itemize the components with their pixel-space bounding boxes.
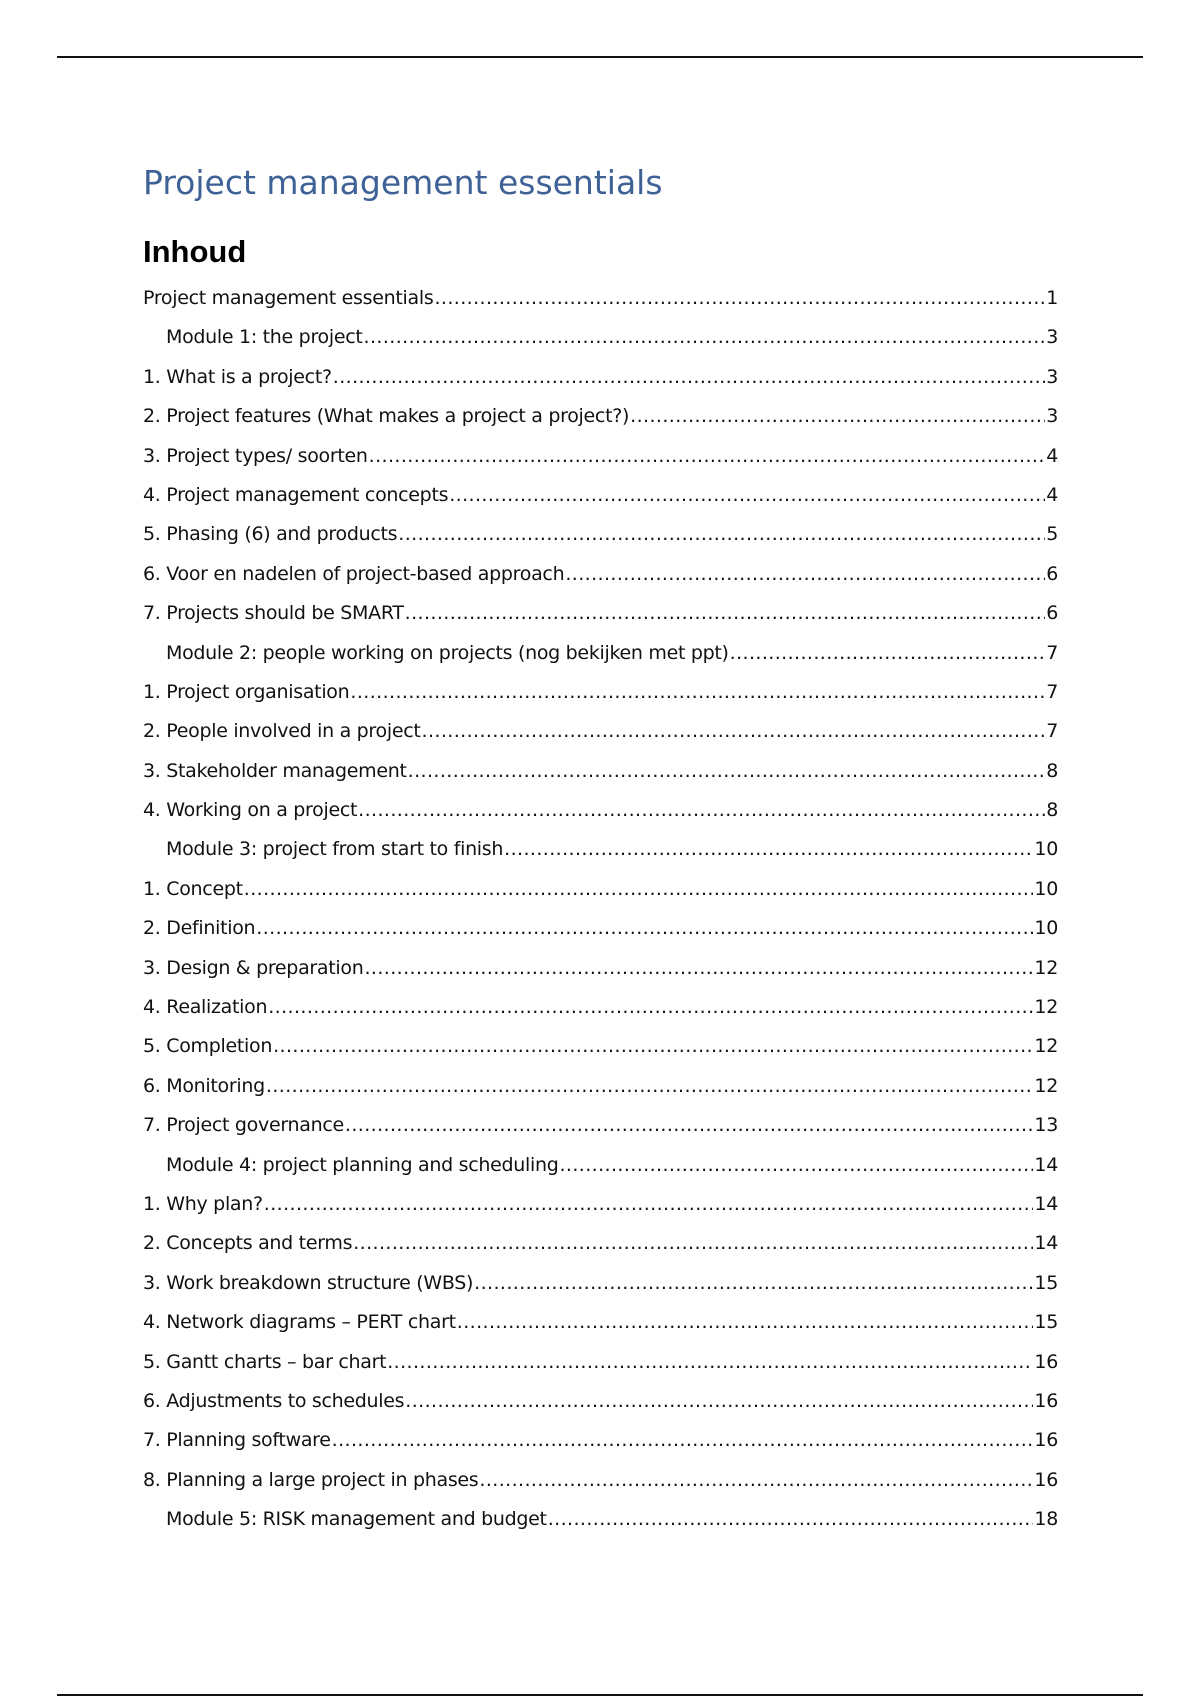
toc-entry-label: 4. Project management concepts [143, 483, 449, 506]
toc-entry-label: 7. Projects should be SMART [143, 602, 404, 625]
header-rule [57, 56, 1143, 58]
toc-entry-label: 2. Project features (What makes a project a project?) [143, 405, 630, 428]
toc-entry[interactable] [143, 1106, 1058, 1145]
toc-dot-leader [266, 1067, 1034, 1106]
toc-dot-leader [345, 1106, 1034, 1145]
toc-entry-page-number: 13 [1034, 1114, 1058, 1137]
toc-entry[interactable] [143, 830, 1058, 869]
toc-entry-label: Module 3: project from start to finish [166, 838, 504, 861]
toc-entry[interactable] [143, 634, 1058, 673]
toc-entry-label: 1. Why plan? [143, 1192, 263, 1215]
toc-entry-label: 2. Definition [143, 917, 256, 940]
toc-dot-leader [350, 673, 1045, 712]
toc-entry-page-number: 7 [1046, 720, 1058, 743]
toc-entry[interactable] [143, 870, 1058, 909]
toc-entry-label: 6. Voor en nadelen of project-based approach [143, 562, 565, 585]
toc-entry-label: 3. Work breakdown structure (WBS) [143, 1271, 474, 1294]
toc-dot-leader [358, 791, 1045, 830]
toc-entry-label: 4. Working on a project [143, 799, 358, 822]
toc-entry-page-number: 15 [1034, 1271, 1058, 1294]
toc-entry[interactable] [143, 1224, 1058, 1263]
toc-dot-leader [398, 515, 1045, 554]
toc-dot-leader [422, 712, 1046, 751]
toc-entry[interactable] [143, 752, 1058, 791]
toc-entry-page-number: 10 [1034, 917, 1058, 940]
toc-heading: Inhoud [143, 234, 247, 269]
toc-dot-leader [244, 870, 1034, 909]
toc-entry-label: 1. What is a project? [143, 365, 332, 388]
toc-entry[interactable] [143, 476, 1058, 515]
toc-dot-leader [264, 1185, 1034, 1224]
toc-entry-label: Module 2: people working on projects (nog bekijken met ppt) [166, 641, 729, 664]
toc-entry-page-number: 3 [1046, 405, 1058, 428]
toc-entry[interactable] [143, 1027, 1058, 1066]
toc-dot-leader [405, 1382, 1033, 1421]
toc-entry[interactable] [143, 712, 1058, 751]
toc-entry-page-number: 12 [1034, 996, 1058, 1019]
toc-entry[interactable] [143, 949, 1058, 988]
toc-dot-leader [630, 397, 1045, 436]
toc-entry-label: 3. Stakeholder management [143, 759, 407, 782]
toc-dot-leader [449, 476, 1045, 515]
toc-entry[interactable] [143, 1185, 1058, 1224]
toc-entry-page-number: 5 [1046, 523, 1058, 546]
toc-entry-label: 5. Phasing (6) and products [143, 523, 398, 546]
table-of-contents [143, 279, 1058, 1540]
toc-entry-page-number: 10 [1034, 877, 1058, 900]
toc-entry-page-number: 4 [1046, 444, 1058, 467]
toc-entry-label: 2. Concepts and terms [143, 1232, 353, 1255]
toc-entry-label: 7. Project governance [143, 1114, 344, 1137]
toc-dot-leader [369, 437, 1046, 476]
toc-dot-leader [364, 318, 1046, 357]
toc-entry-page-number: 18 [1034, 1508, 1058, 1531]
toc-entry-label: 8. Planning a large project in phases [143, 1468, 479, 1491]
toc-dot-leader [548, 1500, 1034, 1539]
toc-dot-leader [479, 1461, 1033, 1500]
toc-entry[interactable] [143, 988, 1058, 1027]
toc-dot-leader [457, 1303, 1034, 1342]
toc-entry-page-number: 16 [1034, 1468, 1058, 1491]
toc-entry-label: 6. Monitoring [143, 1074, 265, 1097]
toc-entry-page-number: 16 [1034, 1429, 1058, 1452]
toc-entry-label: 7. Planning software [143, 1429, 331, 1452]
toc-entry[interactable] [143, 555, 1058, 594]
toc-entry-page-number: 15 [1034, 1311, 1058, 1334]
toc-entry[interactable] [143, 397, 1058, 436]
toc-entry-page-number: 8 [1046, 799, 1058, 822]
toc-entry[interactable] [143, 1461, 1058, 1500]
toc-entry-page-number: 12 [1034, 1035, 1058, 1058]
toc-entry-label: Module 5: RISK management and budget [166, 1508, 547, 1531]
toc-dot-leader [559, 1146, 1033, 1185]
toc-dot-leader [504, 830, 1033, 869]
toc-entry-page-number: 6 [1046, 602, 1058, 625]
toc-entry-page-number: 3 [1046, 326, 1058, 349]
toc-entry-label: 3. Project types/ soorten [143, 444, 368, 467]
toc-entry-page-number: 16 [1034, 1350, 1058, 1373]
toc-entry-page-number: 16 [1034, 1389, 1058, 1412]
toc-entry[interactable] [143, 515, 1058, 554]
toc-dot-leader [408, 752, 1046, 791]
toc-entry[interactable] [143, 909, 1058, 948]
footer-rule [57, 1694, 1143, 1696]
toc-entry-page-number: 10 [1034, 838, 1058, 861]
toc-entry[interactable] [143, 1146, 1058, 1185]
toc-dot-leader [434, 279, 1045, 318]
toc-entry[interactable] [143, 358, 1058, 397]
toc-entry-label: 4. Realization [143, 996, 268, 1019]
toc-dot-leader [405, 594, 1046, 633]
toc-entry-label: Module 1: the project [166, 326, 363, 349]
toc-entry-page-number: 12 [1034, 956, 1058, 979]
toc-entry-page-number: 6 [1046, 562, 1058, 585]
toc-entry-label: Project management essentials [143, 287, 434, 309]
toc-dot-leader [364, 949, 1033, 988]
toc-entry[interactable] [143, 1421, 1058, 1460]
toc-dot-leader [333, 358, 1045, 397]
toc-entry-label: 1. Project organisation [143, 680, 350, 703]
toc-entry[interactable] [143, 1264, 1058, 1303]
toc-entry-page-number: 14 [1034, 1153, 1058, 1176]
toc-entry-label: 1. Concept [143, 877, 243, 900]
toc-entry-label: 5. Gantt charts – bar chart [143, 1350, 387, 1373]
toc-entry-page-number: 1 [1046, 287, 1058, 309]
toc-entry-page-number: 14 [1034, 1192, 1058, 1215]
toc-entry[interactable] [143, 1500, 1058, 1539]
toc-entry-page-number: 3 [1046, 365, 1058, 388]
toc-dot-leader [268, 988, 1033, 1027]
toc-entry[interactable] [143, 791, 1058, 830]
toc-dot-leader [273, 1027, 1033, 1066]
toc-entry[interactable] [143, 1067, 1058, 1106]
toc-entry-page-number: 7 [1046, 680, 1058, 703]
toc-entry-page-number: 14 [1034, 1232, 1058, 1255]
toc-entry-label: Module 4: project planning and scheduling [166, 1153, 559, 1176]
toc-entry-label: 6. Adjustments to schedules [143, 1389, 405, 1412]
toc-entry-page-number: 8 [1046, 759, 1058, 782]
toc-dot-leader [332, 1421, 1034, 1460]
toc-dot-leader [256, 909, 1033, 948]
toc-entry-page-number: 4 [1046, 483, 1058, 506]
toc-entry-label: 5. Completion [143, 1035, 273, 1058]
toc-dot-leader [565, 555, 1045, 594]
toc-dot-leader [474, 1264, 1033, 1303]
toc-entry[interactable] [143, 318, 1058, 357]
toc-dot-leader [730, 634, 1046, 673]
toc-entry[interactable] [143, 437, 1058, 476]
toc-entry-label: 3. Design & preparation [143, 956, 364, 979]
toc-entry-page-number: 12 [1034, 1074, 1058, 1097]
toc-entry[interactable] [143, 673, 1058, 712]
toc-entry[interactable] [143, 1382, 1058, 1421]
toc-dot-leader [387, 1343, 1033, 1382]
toc-entry[interactable] [143, 1303, 1058, 1342]
toc-entry[interactable] [143, 594, 1058, 633]
document-title: Project management essentials [143, 163, 663, 202]
toc-entry[interactable] [143, 1343, 1058, 1382]
toc-entry-page-number: 7 [1046, 641, 1058, 664]
toc-entry-label: 2. People involved in a project [143, 720, 421, 743]
toc-entry[interactable] [143, 279, 1058, 318]
toc-entry-label: 4. Network diagrams – PERT chart [143, 1311, 456, 1334]
toc-dot-leader [353, 1224, 1033, 1263]
